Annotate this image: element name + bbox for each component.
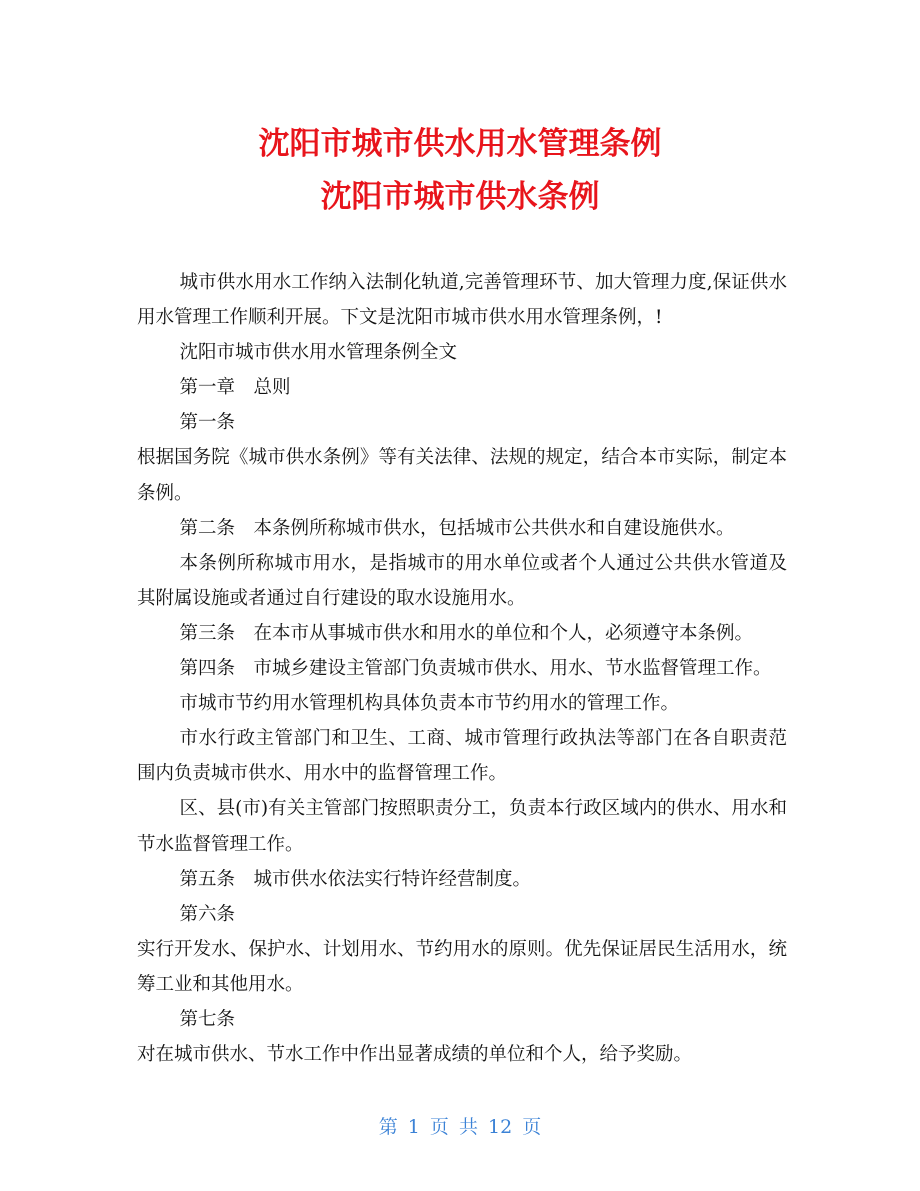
document-title: 沈阳市城市供水用水管理条例	[258, 126, 662, 162]
chapter-heading: 第一章 总则	[179, 377, 291, 399]
article-heading: 第一条	[179, 412, 236, 434]
paragraph: 第二条 本条例所称城市供水，包括城市公共供水和自建设施供水。	[179, 517, 735, 539]
paragraph: 第三条 在本市从事城市供水和用水的单位和个人，必须遵守本条例。	[179, 622, 754, 644]
paragraph: 对在城市供水、节水工作中作出显著成绩的单位和个人，给予奖励。	[137, 1044, 693, 1066]
paragraph: 区、县(市)有关主管部门按照职责分工，负责本行政区域内的供水、用水和节水监督管理工作。	[137, 798, 787, 855]
article-heading: 第六条	[179, 903, 236, 925]
document-subtitle: 沈阳市城市供水条例	[320, 179, 600, 215]
paragraph: 实行开发水、保护水、计划用水、节约用水的原则。优先保证居民生活用水，统筹工业和其他用水。	[137, 938, 787, 995]
paragraph: 市城市节约用水管理机构具体负责本市节约用水的管理工作。	[179, 693, 680, 715]
paragraph: 城市供水用水工作纳入法制化轨道,完善管理环节、加大管理力度,保证供水用水管理工作顺利开展。下文是沈阳市城市供水用水管理条例，!	[137, 272, 787, 329]
page-number: 第 1 页 共 12 页	[378, 1116, 542, 1138]
document-body	[137, 265, 787, 1072]
paragraph: 根据国务院《城市供水条例》等有关法律、法规的规定，结合本市实际，制定本条例。	[137, 447, 787, 504]
paragraph: 第五条 城市供水依法实行特许经营制度。	[179, 868, 532, 890]
paragraph: 沈阳市城市供水用水管理条例全文	[179, 342, 458, 364]
article-heading: 第七条	[179, 1008, 236, 1030]
paragraph: 本条例所称城市用水，是指城市的用水单位或者个人通过公共供水管道及其附属设施或者通过自行建设的取水设施用水。	[137, 552, 787, 609]
paragraph: 第四条 市城乡建设主管部门负责城市供水、用水、节水监督管理工作。	[179, 658, 772, 680]
paragraph: 市水行政主管部门和卫生、工商、城市管理行政执法等部门在各自职责范围内负责城市供水、用水中的监督管理工作。	[137, 728, 787, 785]
